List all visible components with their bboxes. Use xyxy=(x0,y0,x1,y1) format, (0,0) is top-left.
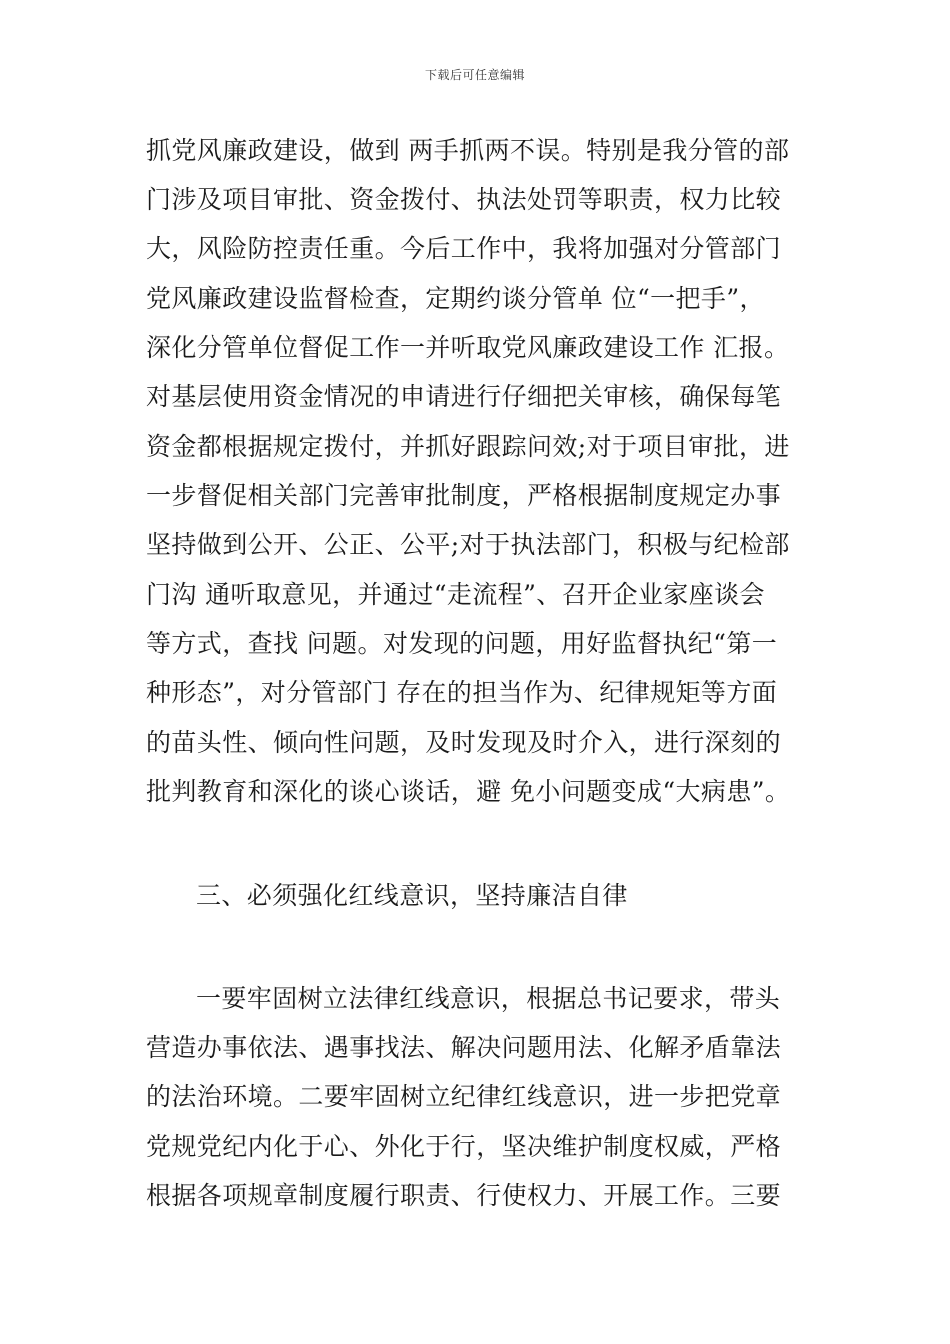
text-line: 抓党风廉政建设，做到 两手抓两不误。特别是我分管的部 xyxy=(146,136,790,165)
text-line: 对基层使用资金情况的申请进行仔细把关审核，确保每笔 xyxy=(146,382,782,411)
text-line: 资金都根据规定拨付，并抓好跟踪问效;对于项目审批，进 xyxy=(146,432,790,461)
text-line: 门涉及项目审批、资金拨付、执法处罚等职责，权力比较 xyxy=(146,185,782,214)
text-line: 种形态”，对分管部门 存在的担当作为、纪律规矩等方面 xyxy=(146,678,778,707)
text-line: 门沟 通听取意见，并通过“走流程”、召开企业家座谈会 xyxy=(146,580,765,609)
text-line: 坚持做到公开、公正、公平;对于执法部门，积极与纪检部 xyxy=(146,530,790,559)
text-line: 深化分管单位督促工作一并听取党风廉政建设工作 汇报。 xyxy=(146,333,790,362)
text-line: 党风廉政建设监督检查，定期约谈分管单 位“一把手”， xyxy=(146,284,765,313)
text-line: 大，风险防控责任重。今后工作中，我将加强对分管部门 xyxy=(146,234,782,263)
section-heading: 三、必须强化红线意识，坚持廉洁自律 xyxy=(196,881,628,910)
text-line: 的法治环境。二要牢固树立纪律红线意识，进一步把党章 xyxy=(146,1082,782,1111)
text-line: 党规党纪内化于心、外化于行，坚决维护制度权威，严格 xyxy=(146,1132,782,1161)
page-header: 下载后可任意编辑 xyxy=(424,68,525,82)
text-line: 批判教育和深化的谈心谈话，避 免小问题变成“大病患”。 xyxy=(146,777,791,806)
text-line: 营造办事依法、遇事找法、解决问题用法、化解矛盾靠法 xyxy=(146,1033,782,1062)
text-line: 一要牢固树立法律红线意识，根据总书记要求，带头 xyxy=(196,984,781,1013)
text-line: 的苗头性、倾向性问题，及时发现及时介入，进行深刻的 xyxy=(146,728,782,757)
text-line: 根据各项规章制度履行职责、行使权力、开展工作。三要 xyxy=(146,1181,782,1210)
text-line: 一步督促相关部门完善审批制度，严格根据制度规定办事 xyxy=(146,481,782,510)
text-line: 等方式，查找 问题。对发现的问题，用好监督执纪“第一 xyxy=(146,629,778,658)
